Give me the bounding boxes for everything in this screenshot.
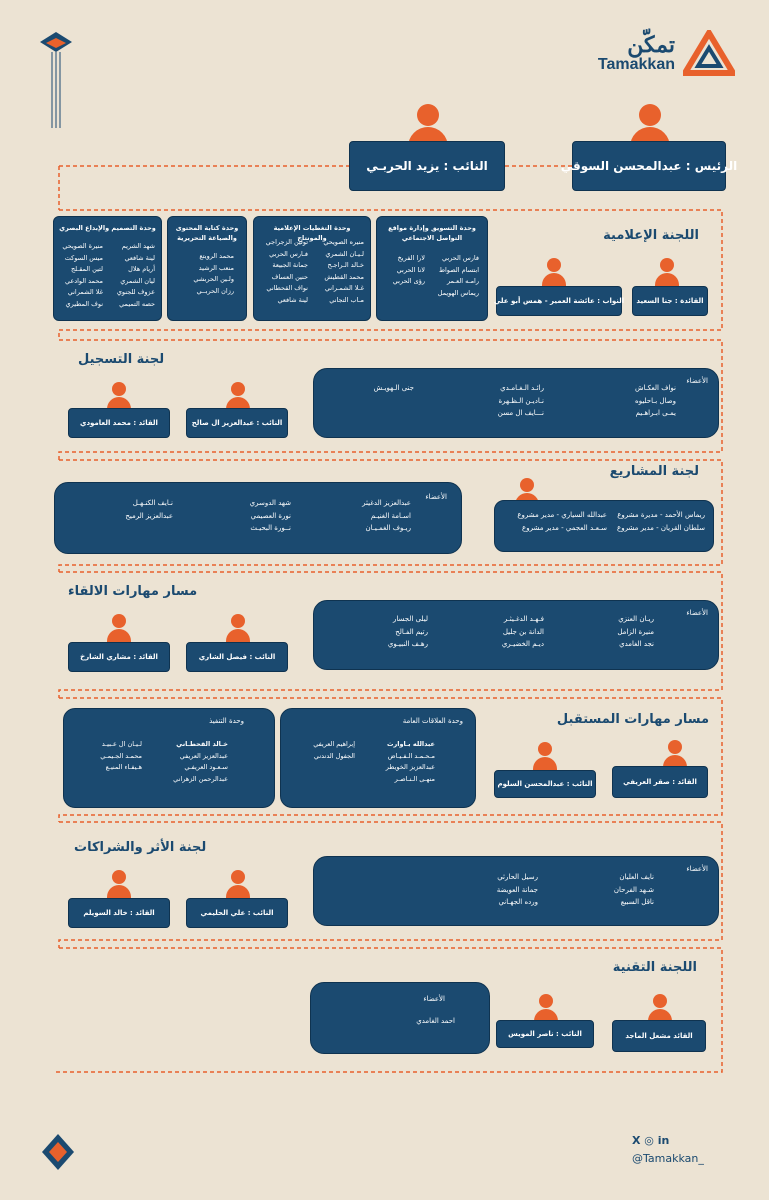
member: نجد الغامدي bbox=[619, 640, 654, 648]
media-deputies-box: النواب : عائشة العمير - همس أبو علي bbox=[496, 286, 622, 316]
member: لينة شافعي bbox=[124, 253, 155, 262]
future-deputy-box: النائب : عبدالمحسن السلوم bbox=[494, 770, 596, 798]
future-title: مسار مهارات المستقبل bbox=[556, 712, 709, 727]
member: سـعـود العريفـي bbox=[184, 763, 228, 771]
member: اسـامة الغنيـم bbox=[370, 511, 411, 520]
social-handle[interactable]: @Tamakkan_ bbox=[632, 1152, 704, 1165]
future-leader-box: القائد : صقر العريفي bbox=[612, 766, 708, 798]
member: ولـين الحربشي bbox=[193, 275, 234, 283]
member: محمـد الجـيمـي bbox=[100, 751, 142, 760]
member: نورة العصيمي bbox=[250, 511, 291, 520]
manager: سـعـد العجمي - مدير مشروع bbox=[522, 523, 607, 532]
member: عزوف للجنوي bbox=[116, 288, 155, 296]
media-title: اللجنة الإعلامية bbox=[603, 228, 699, 243]
member: رسيل الحارثي bbox=[497, 873, 538, 881]
member: ريـوف الغمـيـان bbox=[365, 524, 411, 532]
member: ليان الشمري bbox=[120, 276, 155, 285]
member: مـاب التجاني bbox=[329, 295, 364, 304]
member: تولين الزجراجي bbox=[265, 238, 308, 246]
member: نواف العكـاش bbox=[634, 384, 676, 392]
member: محمد القطيش bbox=[324, 272, 364, 281]
member: لارا الفريخ bbox=[397, 254, 425, 262]
registration-leader-box: القائد : محمد العامودي bbox=[68, 408, 170, 438]
member: ديـم الخضيـري bbox=[501, 640, 544, 648]
member: غـلا الشمـراني bbox=[324, 284, 364, 292]
member: نواف القحطاني bbox=[266, 284, 308, 292]
members-label: الأعضاء bbox=[686, 377, 708, 385]
member: لينة شافعي bbox=[277, 295, 308, 304]
member: احمد الغامدي bbox=[416, 1017, 455, 1025]
speaking-deputy-box: النائب : فيصل الشاري bbox=[186, 642, 288, 672]
member: نـــايف ال مسن bbox=[497, 409, 544, 417]
member: رامـه العـمر bbox=[446, 277, 479, 285]
member: عبدالعزيز الدغيثر bbox=[362, 499, 411, 507]
speaking-members-panel bbox=[313, 600, 719, 670]
unit-title: وحدة التغطيات الإعلامية والمونتاج bbox=[273, 224, 351, 242]
member: فارس الحربي bbox=[441, 254, 479, 262]
member: عبدالعزيز الخويطر bbox=[385, 763, 435, 771]
member: رائـد الـغـامـدي bbox=[500, 384, 544, 392]
media-unit-content bbox=[167, 216, 247, 321]
bottom-left-ornament bbox=[40, 1132, 76, 1172]
member: محمد الرويتع bbox=[199, 252, 234, 260]
media-unit-design bbox=[53, 216, 162, 321]
media-leader-box: القائدة : جنا السعيد bbox=[632, 286, 708, 316]
tech-title: اللجنة التقنية bbox=[612, 960, 697, 975]
future-exec-unit bbox=[63, 708, 275, 808]
member: ميس السوكت bbox=[64, 253, 103, 262]
member: ابتسام الصواط bbox=[438, 265, 479, 274]
member: حنين العساف bbox=[271, 272, 308, 281]
member: جمانة العويضة bbox=[496, 885, 538, 894]
member: رهـف النبيـوي bbox=[387, 640, 428, 648]
member: منيرة الصويحي bbox=[62, 242, 103, 250]
unit-title: وحدة التسويق وإدارة مواقع التواصل الاجتماعي bbox=[388, 224, 476, 242]
members-label: الأعضاء bbox=[686, 609, 708, 617]
member: عبدالعزيز العريفي bbox=[179, 751, 228, 760]
impact-leader-box: القائد : خالد السويلم bbox=[68, 898, 170, 928]
member: منيره الصويحي bbox=[323, 238, 364, 246]
tech-leader-box: القائد مشعل الماجد bbox=[612, 1020, 706, 1052]
speaking-leader-box: القائد : مشاري الشارخ bbox=[68, 642, 170, 672]
member: منعب الرشيد bbox=[198, 263, 234, 272]
member: ريـان العنزي bbox=[618, 615, 654, 623]
unit-title: وحدة كتابة المحتوى والصياغة التحريرية bbox=[175, 224, 239, 242]
member: منهـى الـنـاصـر bbox=[394, 774, 435, 783]
member: جنى الـهويـش bbox=[373, 384, 414, 392]
member: الدانة بن جليل bbox=[502, 627, 544, 636]
projects-managers-panel bbox=[494, 500, 714, 552]
members-label: الأعضاء bbox=[425, 493, 447, 501]
member: رتيم الفـالح bbox=[395, 627, 428, 636]
member: لانا الحربي bbox=[396, 265, 425, 274]
member: لـيـان الشمري bbox=[325, 249, 364, 258]
member: فـهـد الدغـيثـر bbox=[503, 615, 544, 623]
president-box: الرئيس : عبدالمحسن السوقي bbox=[572, 141, 726, 191]
member: عبدالعزيز الرميح bbox=[125, 511, 173, 520]
social-icons[interactable]: X ◎ in bbox=[632, 1134, 670, 1147]
member: نـاديـن الـظـهرة bbox=[498, 396, 544, 405]
member: غلا الشمراني bbox=[67, 288, 103, 296]
member: نـايف الكنـهـل bbox=[132, 499, 173, 507]
impact-members-panel bbox=[313, 856, 719, 926]
brand-name-en: Tamakkan bbox=[597, 56, 675, 73]
member: شـهد الفرحان bbox=[613, 885, 654, 894]
member: عبدالله بـاوارث bbox=[386, 740, 435, 748]
member: محمد الوادعي bbox=[64, 276, 103, 285]
members-label: الأعضاء bbox=[686, 865, 708, 873]
registration-title: لجنة التسجيل bbox=[78, 352, 165, 367]
member: عبدالرحمن الزهراني bbox=[173, 774, 228, 783]
projects-title: لجنة المشاريع bbox=[609, 464, 699, 479]
member: رزان الحربــي bbox=[196, 286, 234, 295]
impact-deputy-box: النائب : علي الحليمي bbox=[186, 898, 288, 928]
member: أريام هلال bbox=[128, 265, 155, 273]
member: نايف العليان bbox=[619, 873, 654, 881]
member: رؤى الحربي bbox=[392, 277, 425, 285]
members-label: الأعضاء bbox=[423, 995, 445, 1003]
manager: سلطان القريان - مدير مشروع bbox=[617, 523, 705, 532]
member: مـحـمـد الـفـيـاض bbox=[387, 751, 435, 760]
member: منيرة الزامل bbox=[617, 627, 654, 636]
projects-members-panel bbox=[54, 482, 462, 554]
manager: ريماس الأحمد - مديرة مشروع bbox=[617, 511, 705, 519]
member: يمـى ابـراهـيم bbox=[635, 409, 676, 417]
member: شهد الدوسري bbox=[249, 499, 291, 507]
member: نــورة البحيـث bbox=[250, 524, 291, 532]
tech-deputy-box: النائب : ناصر المويس bbox=[496, 1020, 594, 1048]
deputy-box: النائب : يزيد الحربـي bbox=[349, 141, 505, 191]
member: حصه التميمي bbox=[119, 299, 155, 308]
registration-deputy-box: النائب : عبدالعزيز ال صالح bbox=[186, 408, 288, 438]
tech-members-panel bbox=[310, 982, 490, 1054]
member: ليلى الجسار bbox=[393, 615, 428, 623]
member: جمانة الجبيعة bbox=[272, 261, 308, 269]
unit-title: وحدة العلاقات العامة bbox=[402, 717, 463, 725]
unit-title: وحدة التنفيذ bbox=[209, 717, 244, 725]
member: لـيـان ال عـبيـد bbox=[101, 740, 142, 748]
speaking-title: مسار مهارات الالقاء bbox=[68, 584, 198, 599]
member: ناقل السبيع bbox=[620, 898, 654, 906]
media-unit-marketing bbox=[376, 216, 488, 321]
member: نوف المطيري bbox=[65, 299, 103, 308]
member: إبراهيم العريفي bbox=[313, 740, 355, 748]
media-unit-coverage bbox=[253, 216, 371, 321]
member: فـارس الحربي bbox=[269, 249, 308, 258]
member: ريماس الهويمل bbox=[437, 288, 479, 297]
member: ورده الجهـاني bbox=[498, 898, 538, 906]
registration-members-panel bbox=[313, 368, 719, 438]
member: وصال بـاحليوه bbox=[635, 396, 676, 405]
member: خـالد الـراجـح bbox=[327, 261, 364, 269]
manager: عبدالله السياري - مدير مشروع bbox=[517, 511, 607, 519]
unit-title: وحدة التصميم والإبداع البصري bbox=[59, 224, 156, 232]
member: شهد الشريم bbox=[121, 242, 155, 250]
impact-title: لجنة الأثر والشراكات bbox=[74, 840, 207, 855]
brand-name-ar: تمكّن bbox=[627, 32, 675, 58]
member: لتين المقـلج bbox=[70, 265, 103, 273]
member: خـالد القحطـاني bbox=[176, 740, 228, 748]
member: الجفول الدندني bbox=[313, 751, 355, 760]
future-pr-unit bbox=[280, 708, 476, 808]
member: هـيفـاء المنيـع bbox=[105, 763, 142, 771]
